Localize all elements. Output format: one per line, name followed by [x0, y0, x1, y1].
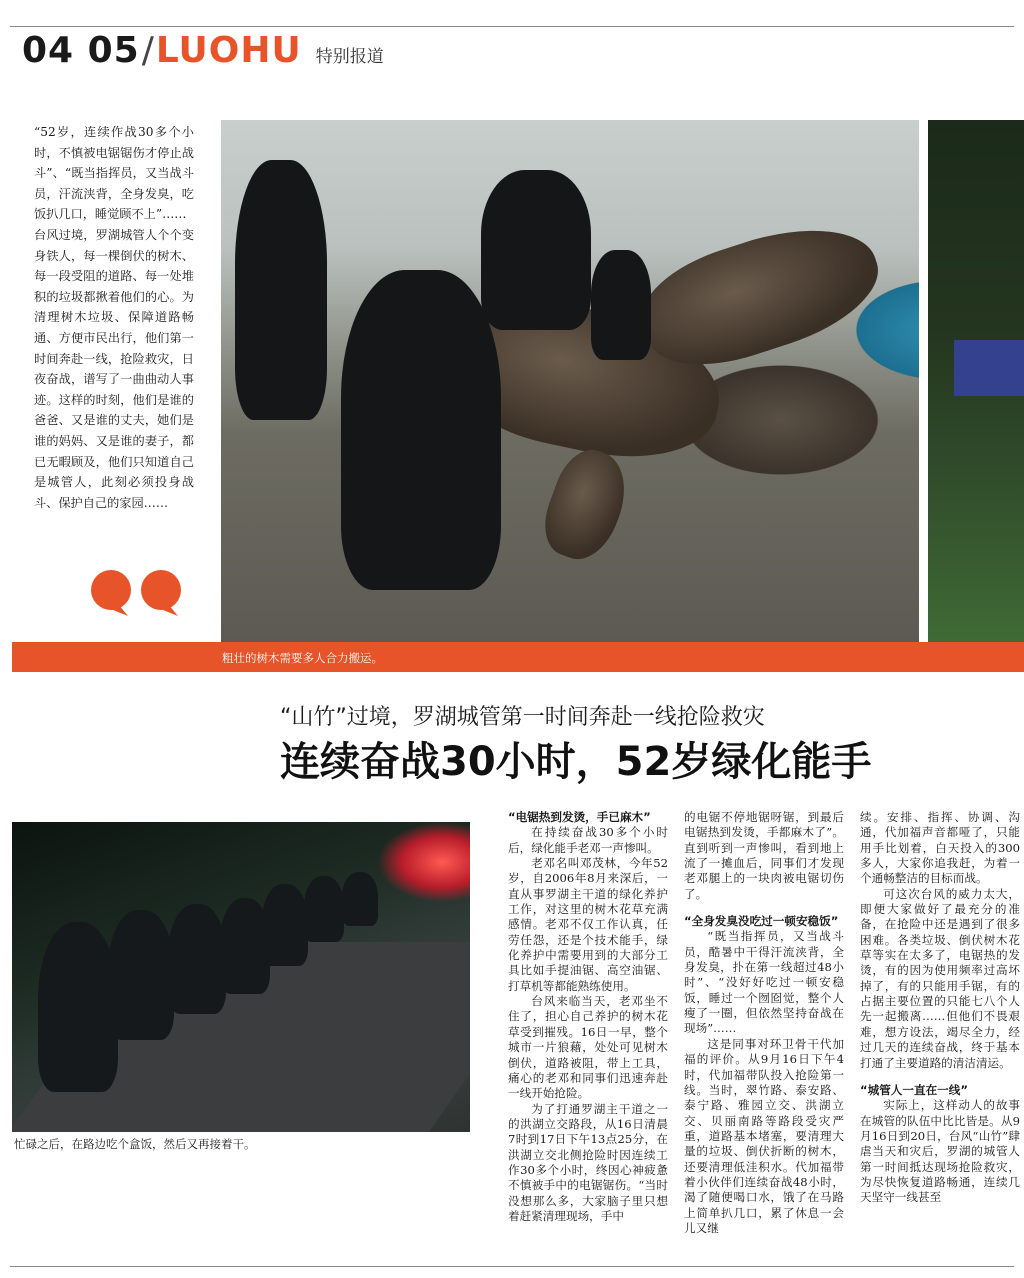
article-section-heading: “全身发臭没吃过一顿安稳饭”: [684, 914, 839, 929]
intro-text: [34, 122, 194, 513]
article-paragraph: 老邓名叫邓茂林，今年52岁，自2006年8月来深后，一直从事罗湖主干道的绿化养护工作，对这里的树木花草充满感情。老邓不仅工作认真，任劳任怨，还是个技术能手，绿化养护中需要用到的大部分工具比如手提油锯、高空油锯、打草机等都能熟练使用。: [508, 856, 668, 993]
main-photo-caption-bar: [12, 642, 1024, 672]
intro-paragraph: 台风过境，罗湖城管人个个变身铁人，每一棵倒伏的树木、每一段受阻的道路、每一处堆积的垃圾都揪着他们的心。为清理树木垃圾、保障道路畅通、方便市民出行，他们第一时间奔赴一线，抢险救灾，日夜奋战，谱写了一曲曲动人事迹。这样的时刻，他们是谁的爸爸、又是谁的丈夫，她们是谁的妈妈、又是谁的妻子，都已无暇顾及，他们只知道自己是城管人，此刻必须投身战斗、保护自己的家园……: [34, 227, 194, 510]
article-section-heading: “城管人一直在一线”: [860, 1082, 968, 1097]
night-photo-caption: 忙碌之后，在路边吃个盒饭，然后又再接着干。: [14, 1137, 256, 1151]
night-photo-workers-eating: [12, 822, 470, 1132]
bottom-rule: [10, 1266, 1014, 1267]
quote-mark-icon: [138, 570, 184, 616]
article-paragraph: 的电锯不停地锯呀锯，到最后电锯热到发烫，手都麻木了”。直到听到一声惨叫，看到地上流了一摊血后，同事们才发现老邓腿上的一块肉被电锯切伤了。: [684, 810, 844, 901]
masthead: [22, 30, 384, 74]
article-section-heading: “电锯热到发烫，手已麻木”: [508, 810, 651, 824]
page-numbers: 04 05: [22, 30, 140, 71]
side-photo-night: [928, 120, 1024, 642]
article-paragraph: 台风来临当天，老邓坐不住了，担心自己养护的树木花草受到摧残。16日一早，整个城市一片狼藉，处处可见树木倒伏，道路被阻，带上工具，痛心的老邓和同事们迅速奔赴一线开始抢险。: [508, 994, 668, 1101]
article-headline: 连续奋战30小时，52岁绿化能手: [280, 739, 872, 785]
article-column-2: [684, 810, 844, 1236]
section-tag: 特别报道: [315, 47, 384, 67]
article-paragraph: 可这次台风的威力太大，即便大家做好了最充分的准备，在抢险中还是遇到了很多困难。各类垃圾、倒伏树木花草等实在太多了，电锯热的发烫，有的因为使用频率过高坏掉了，有的只能用手锯，有的占据主要位置的只能七八个人先一起搬离……但他们不畏艰难，想方设法，竭尽全力，经过几天的连续奋战，终于基本打通了主要道路的清洁清运。: [860, 886, 1020, 1070]
article-subhead: “山竹”过境，罗湖城管第一时间奔赴一线抢险救灾: [280, 705, 765, 730]
article-column-3: [860, 810, 1020, 1206]
section-name: LUOHU: [155, 30, 302, 71]
main-photo-tree-clearing: [221, 120, 919, 642]
masthead-slash: /: [141, 30, 154, 71]
main-photo-caption: 粗壮的树木需要多人合力搬运。: [222, 651, 383, 665]
intro-paragraph: “52岁，连续作战30多个小时，不慎被电锯锯伤才停止战斗”、“既当指挥员，又当战斗员，汗流浃背，全身发臭，吃饭扒几口，睡觉顾不上”……: [34, 125, 194, 222]
article-paragraph: 实际上，这样动人的故事在城管的队伍中比比皆是。从9月16日到20日，台风“山竹”肆虐当天和灾后，罗湖的城管人第一时间抵达现场抢险救灾，为尽快恢复道路畅通，连续几天坚守一线甚至: [860, 1098, 1020, 1205]
quote-mark-icon: [88, 570, 134, 616]
article-paragraph: 在持续奋战30多个小时后，绿化能手老邓一声惨叫。: [508, 825, 668, 855]
article-column-1: [508, 810, 668, 1224]
article-paragraph: 这是同事对环卫骨干代加福的评价。从9月16日下午4时，代加福带队投入抢险第一线。当时，翠竹路、泰安路、泰宁路、雅园立交、洪湖立交、贝丽南路等路段受灾严重，道路基本堵塞，要清理大量的垃圾、倒伏折断的树木，还要清理低洼积水。代加福带着小伙伴们连续奋战48小时，渴了随便喝口水，饿了在马路上简单扒几口，累了休息一会儿又继: [684, 1036, 844, 1235]
top-rule: [10, 26, 1014, 27]
article-paragraph: 续。安排、指挥、协调、沟通，代加福声音都哑了，只能用手比划着，白天投入的300多人，大家你追我赶，为着一个通畅整洁的目标而战。: [860, 810, 1020, 886]
article-paragraph: 为了打通罗湖主干道之一的洪湖立交路段，从16日清晨7时到17日下午13点25分，在洪湖立交北侧抢险时因连续工作30多个小时，终因心神疲惫不慎被手中的电锯锯伤。“当时没想那么多，大家脑子里只想着赶紧清理现场，手中: [508, 1101, 668, 1223]
article-paragraph: “既当指挥员，又当战斗员，酷暑中干得汗流浃背，全身发臭，扑在第一线超过48小时”、“没好好吃过一顿安稳饭，睡过一个囫囵觉，整个人瘦了一圈，但依然坚持奋战在现场”……: [684, 929, 844, 1036]
